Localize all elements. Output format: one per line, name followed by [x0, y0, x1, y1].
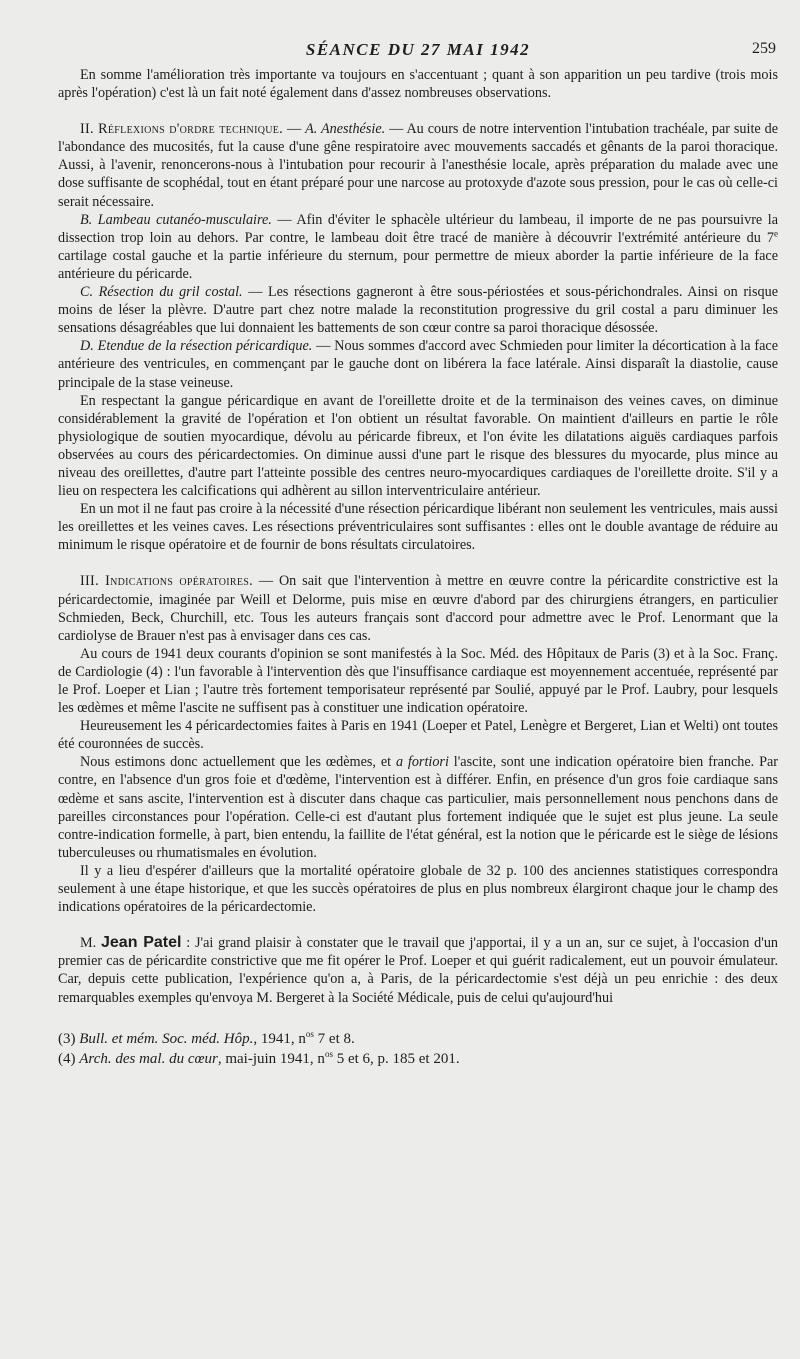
footnote-source: Bull. et mém. Soc. méd. Hôp.: [79, 1030, 254, 1047]
paragraph-nous-estimons: [58, 753, 778, 862]
article-body: [58, 66, 778, 1007]
paragraph-en-un-mot: En un mot il ne faut pas croire à la nécessité d'une résection péricardique libérant non seulement les ventricules, mais aussi les oreillettes et les veines caves. Les résections préventriculaires sont suffisantes : elles ont le double avantage de réduire au minimum le risque opératoire et de fournir de bons résultats circulatoires.: [58, 501, 778, 554]
superscript: e: [774, 228, 778, 239]
footnote-number: (3): [58, 1030, 80, 1047]
subsection-gril-costal: C. Résection du gril costal. — Les résections gagneront à être sous-périostées et sous-périchondrales. Ainsi on risque moins de léser la plèvre. D'autre part chez notre malade la reconstitution progressive du gril costal a paru diminuer les sensations désagréables que lui donnaient les battements de son cœur contre sa paroi thoracique désossée.: [58, 284, 778, 337]
speaker-prefix: M.: [80, 935, 101, 952]
subsection-label: C. Résection du gril costal.: [80, 284, 243, 301]
paragraph-esperer: Il y a lieu d'espérer d'ailleurs que la mortalité opératoire globale de 32 p. 100 des anciennes statistiques correspondra seulement à une étape historique, et que les succès opératoires de plus en plus nombreux élargiront chaque jour le champ des indications opératoires de la péricardectomie.: [58, 862, 778, 916]
footnote-source: Arch. des mal. du cœur: [79, 1050, 218, 1067]
paragraph-text: Les résections gagneront à être sous-périostées et sous-périchondrales. Ainsi on risque moins de léser la plèvre. D'autre part chez notre malade la reconstitution progressive du gril costal a paru diminuer les sensations désagréables que lui donnaient les battements de son cœur contre sa paroi thoracique désossée.: [58, 284, 778, 337]
subsection-label: D. Etendue de la résection péricardique.: [80, 338, 313, 355]
footnote-number: (4): [58, 1050, 80, 1067]
paragraph-text: Nous estimons donc actuellement que les œdèmes, et: [80, 754, 396, 771]
italic-phrase: a fortiori: [395, 754, 449, 771]
subsection-label: B. Lambeau cutanéo-musculaire.: [80, 211, 272, 228]
paragraph-text: Nous sommes d'accord avec Schmieden pour limiter la décortication à la face antérieure des ventricules, en commençant par le gauche dont on libérera la face latérale. Ainsi disparaît la diastolie, cause principale de la stase veineuse.: [58, 338, 778, 391]
speaker-name: Jean Patel: [101, 934, 182, 952]
subsection-label: A. Anesthésie.: [305, 121, 386, 138]
superscript: os: [305, 1028, 314, 1039]
footnote-details: 5 et 6, p. 185 et 201.: [332, 1050, 460, 1067]
footnote-details: , 1941, n: [253, 1030, 306, 1047]
paragraph-text: : J'ai grand plaisir à constater que le travail que j'apportai, il y a un an, sur ce sujet, à l'occasion d'un premier cas de péricardite constrictive que me fit opérer le Prof. Loeper et qui guérit radicalement, eut un pouvoir émulateur. Car, depuis cette publication, l'expérience qu'on a, à Paris, de la péricardectomie s'est déjà un peu enrichie : des deux remarquables exemples qu'envoya M. Bergeret à la Société Médicale, puis de celui qu'aujourd'hui: [58, 935, 779, 1006]
paragraph-conclusion: En somme l'amélioration très importante va toujours en s'accentuant ; quant à son apparition un peu tardive (trois mois après l'opération) c'est là un fait noté également dans d'assez nombreuses observations.: [58, 67, 778, 102]
superscript: os: [324, 1048, 333, 1059]
section-indications: III. Indications opératoires. — On sait que l'intervention à mettre en œuvre contre la péricardite constrictive est la péricardectomie, imaginée par Weill et Delorme, puis mise en œuvre d'abord par des chirurgiens étrangers, en particulier Schmieden, Beck, Churchill, etc. Tous les auteurs français sont d'accord pour admettre avec le Prof. Lenormant que la cardiolyse de Brauer n'est pas à envisager dans ces cas.: [58, 573, 778, 644]
paragraph-text: cartilage costal gauche et la partie inférieure du sternum, pour permettre de mieux aborder la partie inférieure de la face antérieure du péricarde.: [58, 247, 778, 282]
page-number: 259: [752, 40, 776, 57]
running-head-title: SÉANCE DU 27 MAI 1942: [305, 40, 531, 59]
paragraph-text: Au cours de notre intervention l'intubation trachéale, par suite de l'abondance des mucosités, fut la cause d'une gêne respiratoire avec mouvements saccadés et gênants de la paroi thoracique. Aussi, à l'avenir, renoncerons-nous à l'intubation pour recourir à l'anesthésie locale, après préparation du malade avec une dose suffisante de scophédal, tout en étant préparé pour une narcose au protoxyde d'azote sous pression, pour le cas où celle-ci serait nécessaire.: [58, 121, 779, 210]
paragraph-text: On sait que l'intervention à mettre en œuvre contre la péricardite constrictive est la péricardectomie, imaginée par Weill et Delorme, puis mise en œuvre d'abord par des chirurgiens étrangers, en particulier Schmieden, Beck, Churchill, etc. Tous les auteurs français sont d'accord pour admettre avec le Prof. Lenormant que la cardiolyse de Brauer n'est pas à envisager dans ces cas.: [58, 573, 778, 644]
footnotes: [58, 1029, 778, 1069]
section-heading: III. Indications opératoires.: [80, 573, 253, 590]
paragraph-text: l'ascite, sont une indication opératoire bien franche. Par contre, en l'absence d'un gros foie et d'œdème, l'intervention est à différer. Enfin, en présence d'un gros foie cardiaque sans œdème et sans ascite, l'intervention est à discuter dans chaque cas particulier, mais personnellement nous penchons dans de pareilles circonstances pour l'opération. Celle-ci est d'autant plus fortement indiquée que le sujet est plus jeune. La seule contre-indication formelle, à part, bien entendu, la faillite de l'état général, est la notion que le péricarde est le siège de lésions tuberculeuses ou rhumatismales en évolution.: [58, 754, 778, 861]
footnote: [58, 1029, 778, 1049]
paragraph-gangue: En respectant la gangue péricardique en avant de l'oreillette droite et de la terminaison des veines caves, on diminue considérablement la gravité de l'opération et l'on obtient un résultat favorable. On maintient d'ailleurs en partie le rôle physiologique de soutien myocardique, dévolu au péricarde fibreux, et l'on évite les dilatations aiguës cardiaques parfois observées au cours des péricardectomies. On diminue aussi d'une part le risque des blessures du myocarde, plus mince au niveau des oreillettes, d'autre part l'atteinte possible des centres neuro-myocardiques cardiaques de l'oreillette droite. S'il y a lieu on respectera les calcifications qui adhèrent au sillon interventriculaire antérieur.: [58, 392, 778, 500]
paragraph-patel-remarks: [58, 934, 778, 1006]
section-technique-anesthesia: II. Réflexions d'ordre technique. — A. Anesthésie. — Au cours de notre intervention l'intubation trachéale, par suite de l'abondance des mucosités, fut la cause d'une gêne respiratoire avec mouvements saccadés et gênants de la paroi thoracique. Aussi, à l'avenir, renoncerons-nous à l'intubation pour recourir à l'anesthésie locale, après préparation du malade avec une dose suffisante de scophédal, tout en étant préparé pour une narcose au protoxyde d'azote sous pression, pour le cas où celle-ci serait nécessaire.: [58, 121, 779, 210]
running-head: [58, 36, 778, 66]
paragraph-1941: Au cours de 1941 deux courants d'opinion se sont manifestés à la Soc. Méd. des Hôpitaux de Paris (3) et à la Soc. Franç. de Cardiologie (4) : l'un favorable à l'intervention dès que l'insuffisance cardiaque est moyennement accentuée, représenté par le Prof. Loeper et Lian ; l'autre très fortement temporisateur représenté par Soulié, appuyé par le Prof. Laubry, pour lesquels les œdèmes et même l'ascite ne suffisent pas à constituer une indication opératoire.: [58, 645, 778, 717]
footnote-details: 7 et 8.: [313, 1030, 355, 1047]
subsection-etendue: D. Etendue de la résection péricardique. — Nous sommes d'accord avec Schmieden pour limiter la décortication à la face antérieure des ventricules, en commençant par le gauche dont on libérera la face latérale. Ainsi disparaît la diastolie, cause principale de la stase veineuse.: [58, 338, 778, 391]
subsection-lambeau: B. Lambeau cutanéo-musculaire. — Afin d'éviter le sphacèle ultérieur du lambeau, il importe de ne pas poursuivre la dissection trop loin au dehors. Par contre, le lambeau doit être tracé de manière à découvrir l'extrémité antérieure du 7e cartilage costal gauche et la partie inférieure du sternum, pour permettre de mieux aborder la partie inférieure de la face antérieure du péricarde.: [58, 211, 778, 282]
paragraph-heureusement: Heureusement les 4 péricardectomies faites à Paris en 1941 (Loeper et Patel, Lenègre et Bergeret, Lian et Welti) ont toutes été couronnées de succès.: [58, 718, 778, 753]
section-heading: II. Réflexions d'ordre technique.: [80, 121, 284, 138]
footnote: [58, 1049, 778, 1069]
paragraph-text: Afin d'éviter le sphacèle ultérieur du lambeau, il importe de ne pas poursuivre la dissection trop loin au dehors. Par contre, le lambeau doit être tracé de manière à découvrir l'extrémité antérieure du 7: [58, 211, 778, 246]
footnote-details: , mai-juin 1941, n: [217, 1050, 325, 1067]
